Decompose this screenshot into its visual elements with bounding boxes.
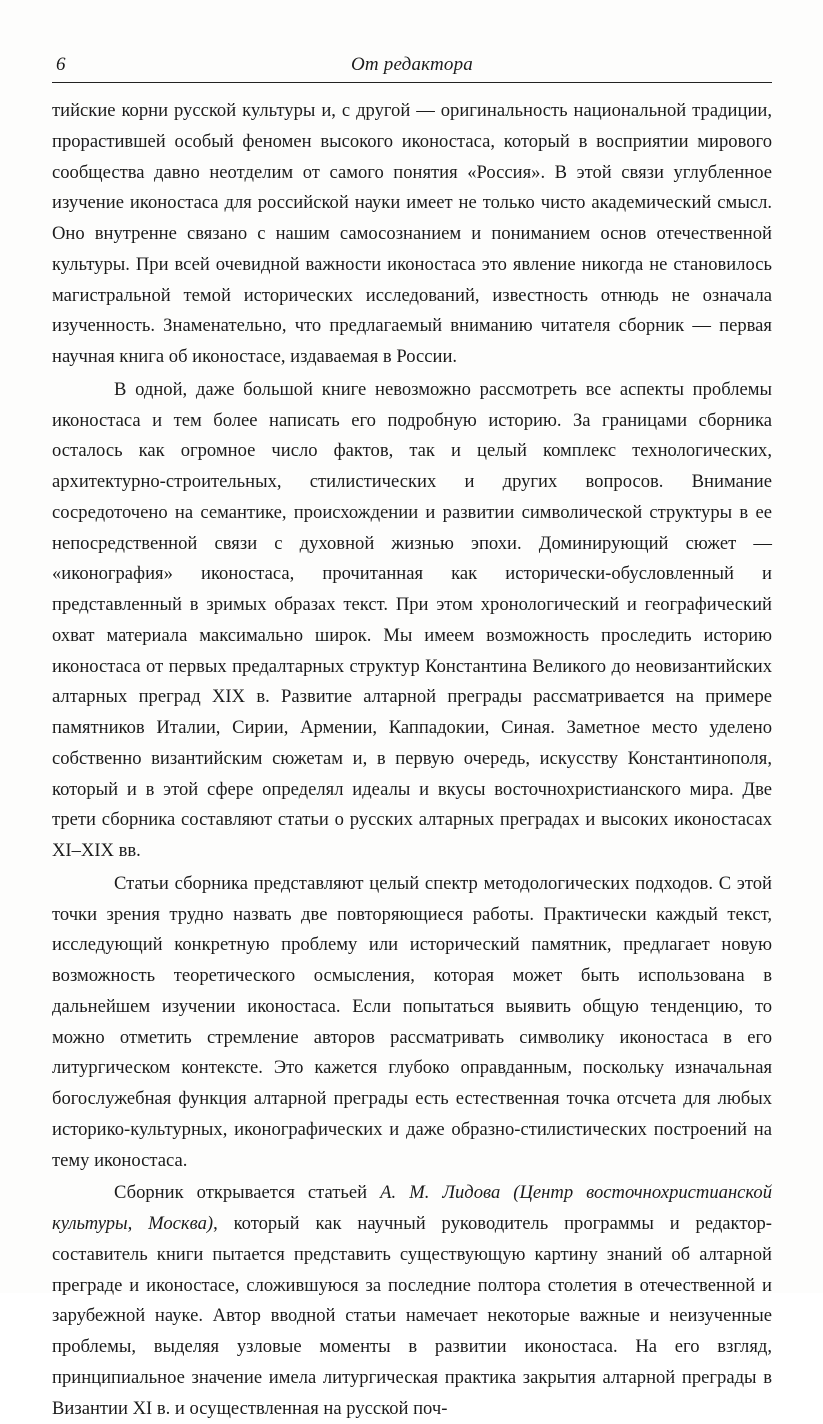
paragraph-4-lead: Сборник открывается статьей — [114, 1182, 381, 1204]
section-title: От редактора — [350, 54, 474, 75]
paragraph-3: Статьи сборника представляют целый спектр методологических подходов. С этой точки зрения трудно назвать две повторяющиеся работы. Практически каждый текст, исследующий конкретную проблему или исторический памятник, предлагает новую возможность теоретического осмысления, которая может быть использована в дальнейшем изучении иконостаса. Если попытаться выявить общую тенденцию, то можно отметить стремление авторов рассматривать символику иконостаса в его литургическом контексте. Это кажется глубоко оправданным, поскольку изначальная богослужебная функция алтарной преграды есть естественная точка отсчета для любых историко-культурных, иконографических и даже образно-стилистических построений на тему иконостаса. — [52, 872, 772, 1171]
paragraph-4 — [52, 1178, 772, 1424]
body-text — [52, 96, 772, 1424]
author-reference: А. М. Лидова (Центр восточнохристианской культуры, Москва) — [52, 1182, 772, 1234]
paragraph-1: тийские корни русской культуры и, с другой — оригинальность национальной традиции, прорастившей особый феномен высокого иконостаса, который в восприятии мирового сообщества давно неотделим от самого понятия «Россия». В этой связи углубленное изучение иконостаса для российской науки имеет не только чисто академический смысл. Оно внутренне связано с нашим самосознанием и пониманием основ отечественной культуры. При всей очевидной важности иконостаса это явление никогда не становилось магистральной темой исторических исследований, известность отнюдь не означала изученность. Знаменательно, что предлагаемый вниманию читателя сборник — первая научная книга об иконостасе, издаваемая в России. — [52, 100, 772, 367]
paragraph-4-rest: , который как научный руководитель программы и редактор-составитель книги пытается представить существующую картину знаний об алтарной преграде и иконостасе, сложившуюся за последние полтора столетия в отечественной и зарубежной науке. Автор вводной статьи намечает некоторые важные и неизученные проблемы, выделяя узловые моменты в развитии иконостаса. На его взгляд, принципиальное значение имела литургическая практика закрытия алтарной преграды в Византии XI в. и осуществленная на русской поч- — [52, 1213, 773, 1419]
running-head — [52, 50, 772, 83]
page-number: 6 — [56, 54, 66, 75]
paragraph-2: В одной, даже большой книге невозможно рассмотреть все аспекты проблемы иконостаса и тем более написать его подробную историю. За границами сборника осталось как огромное число фактов, так и целый комплекс технологических, архитектурно-строительных, стилистических и других вопросов. Внимание сосредоточено на семантике, происхождении и развитии символической структуры в ее непосредственной связи с духовной жизнью эпохи. Доминирующий сюжет — «иконография» иконостаса, прочитанная как исторически-обусловленный и представленный в зримых образах текст. При этом хронологический и географический охват материала максимально широк. Мы имеем возможность проследить историю иконостаса от первых предалтарных структур Константина Великого до неовизантийских алтарных преград XIX в. Развитие алтарной преграды рассматривается на примере памятников Италии, Сирии, Армении, Каппадокии, Синая. Заметное место уделено собственно византийским сюжетам и, в первую очередь, искусству Константинополя, который и в этой сфере определял идеалы и вкусы восточнохристианского мира. Две трети сборника составляют статьи о русских алтарных преградах и высоких иконостасах XI–XIX вв. — [52, 378, 772, 861]
